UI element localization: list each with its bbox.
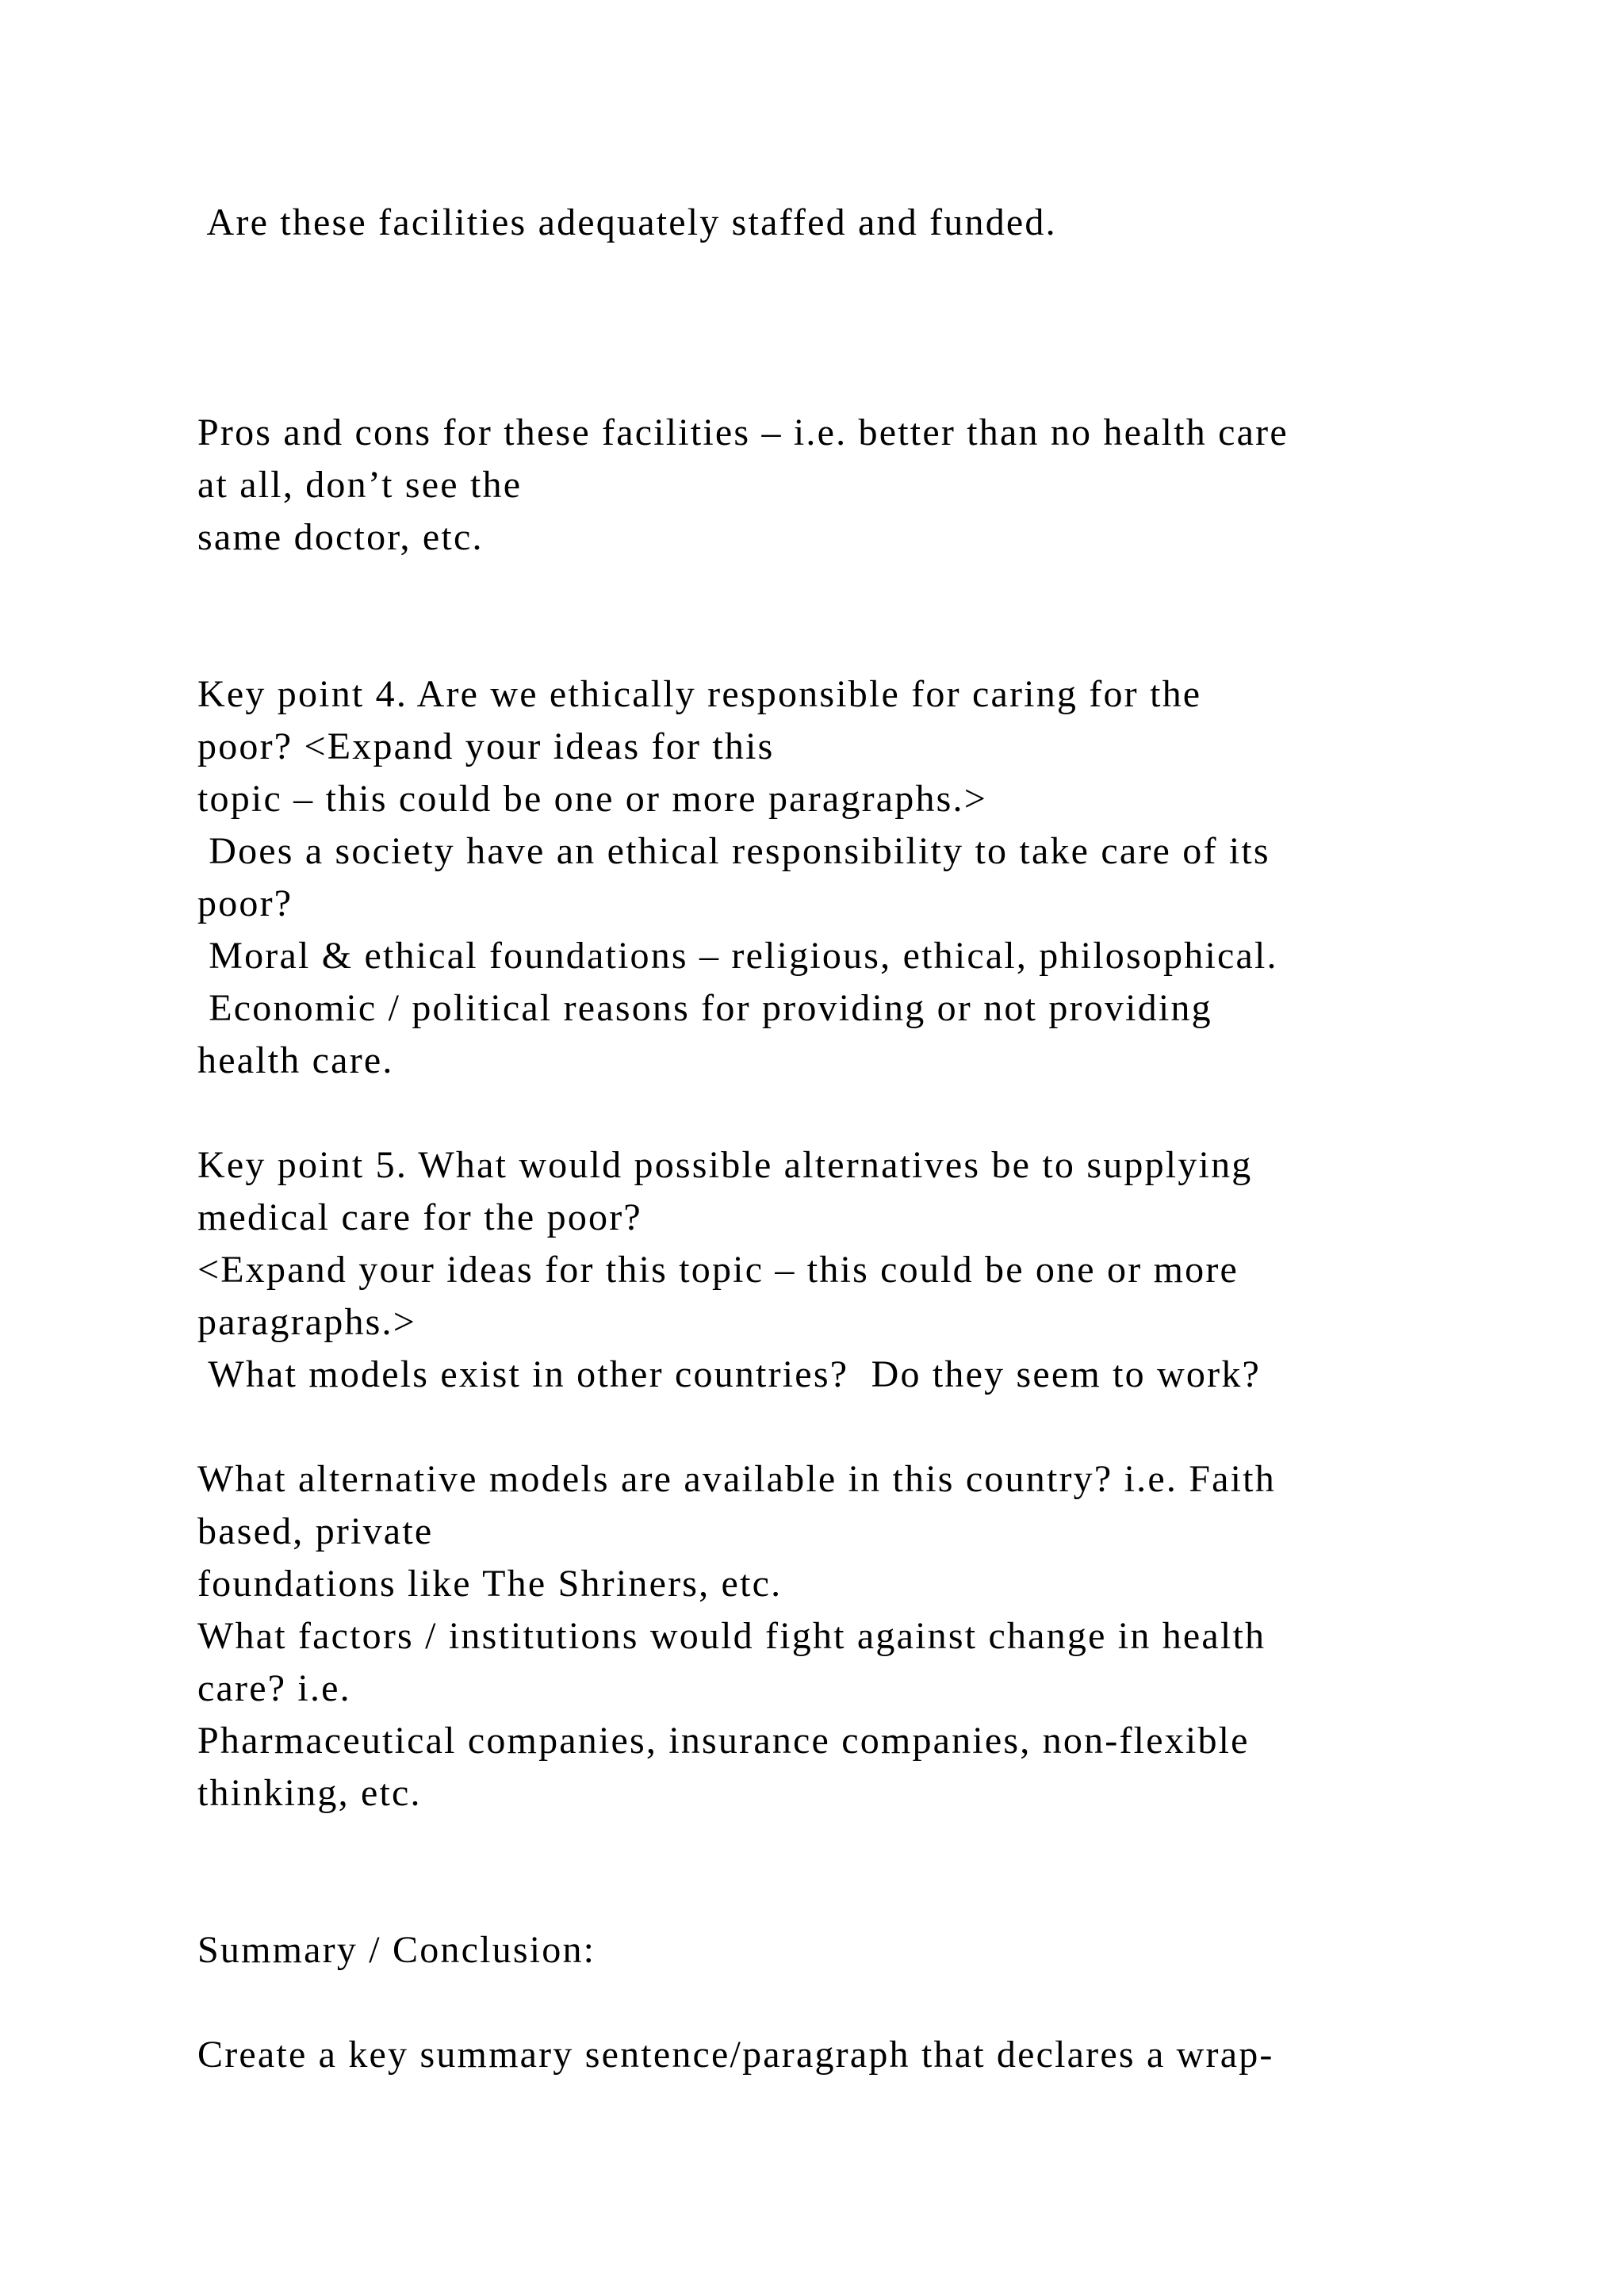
- text-line: medical care for the poor?: [197, 1196, 642, 1238]
- text-line: What factors / institutions would fight against change in health: [197, 1615, 1266, 1657]
- text-line: topic – this could be one or more paragraphs.>: [197, 778, 988, 820]
- text-line: Create a key summary sentence/paragraph that declares a wrap-: [197, 2034, 1274, 2076]
- text-line: foundations like The Shriners, etc.: [197, 1563, 783, 1605]
- text-line: <Expand your ideas for this topic – this could be one or more: [197, 1249, 1239, 1291]
- text-line: Economic / political reasons for providing or not providing: [197, 987, 1212, 1029]
- text-line: Does a society have an ethical responsibility to take care of its: [197, 830, 1270, 872]
- text-line: health care.: [197, 1039, 394, 1081]
- text-line: What alternative models are available in this country? i.e. Faith: [197, 1458, 1276, 1500]
- text-line: Moral & ethical foundations – religious, ethical, philosophical.: [197, 935, 1278, 977]
- text-line: thinking, etc.: [197, 1772, 422, 1814]
- section-heading: Summary / Conclusion:: [197, 1929, 596, 1971]
- text-line: paragraphs.>: [197, 1301, 417, 1343]
- text-line: Pharmaceutical companies, insurance companies, non-flexible: [197, 1720, 1250, 1762]
- text-line: same doctor, etc.: [197, 516, 484, 558]
- text-line: Are these facilities adequately staffed and funded.: [197, 201, 1057, 243]
- text-line: poor? <Expand your ideas for this: [197, 725, 775, 767]
- text-line: at all, don’t see the: [197, 464, 523, 506]
- text-line: Key point 4. Are we ethically responsible for caring for the: [197, 673, 1202, 715]
- text-line: Pros and cons for these facilities – i.e. better than no health care: [197, 411, 1289, 453]
- text-line: What models exist in other countries? Do they seem to work?: [197, 1353, 1262, 1395]
- text-line: Key point 5. What would possible alternatives be to supplying: [197, 1144, 1253, 1186]
- text-line: care? i.e.: [197, 1667, 351, 1709]
- text-line: based, private: [197, 1510, 434, 1552]
- text-line: poor?: [197, 882, 293, 924]
